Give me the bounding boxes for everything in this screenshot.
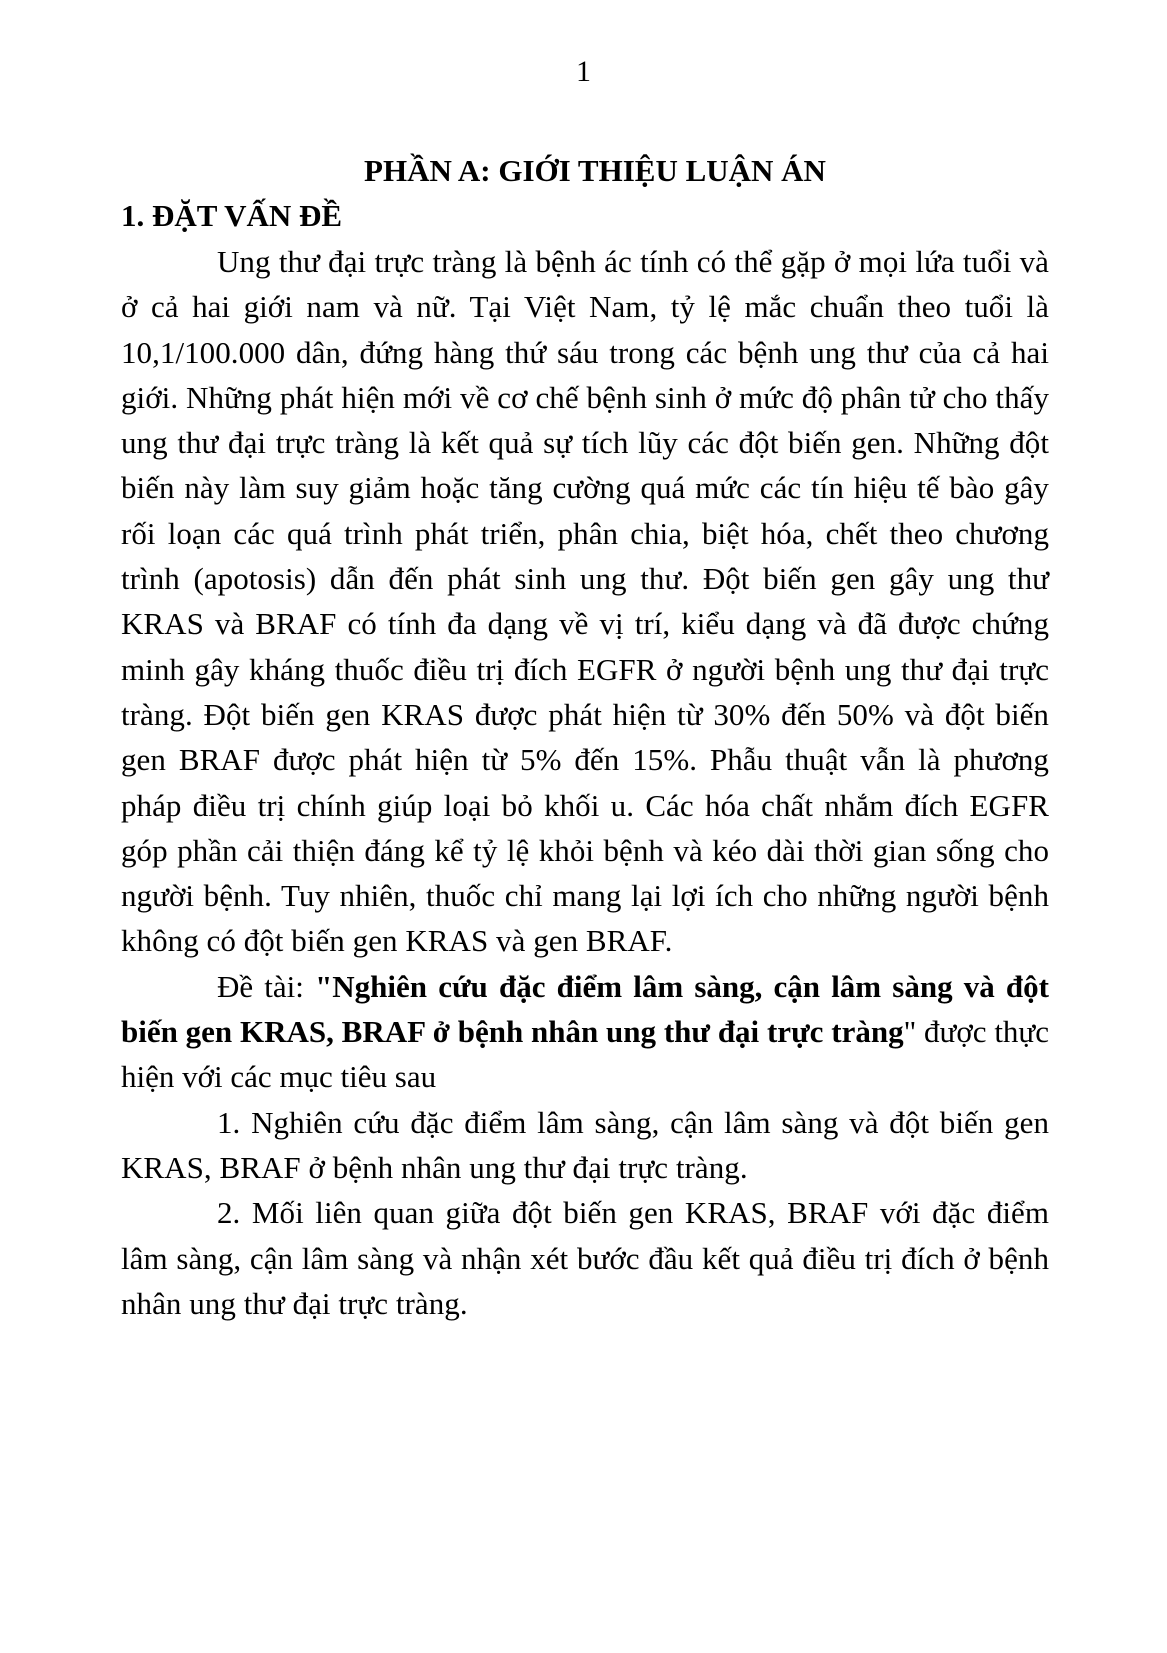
page-content — [121, 149, 1049, 1326]
topic-prefix: Đề tài: — [217, 968, 316, 1004]
page-number: 1 — [576, 55, 591, 88]
intro-paragraph: Ung thư đại trực tràng là bệnh ác tính có thể gặp ở mọi lứa tuổi và ở cả hai giới nam và nữ. Tại Việt Nam, tỷ lệ mắc chuẩn theo tuổi là 10,1/100.000 dân, đứng hàng thứ sáu trong các bệnh ung thư của cả hai giới. Những phát hiện mới về cơ chế bệnh sinh ở mức độ phân tử cho thấy ung thư đại trực tràng là kết quả sự tích lũy các đột biến gen. Những đột biến này làm suy giảm hoặc tăng cường quá mức các tín hiệu tế bào gây rối loạn các quá trình phát triển, phân chia, biệt hóa, chết theo chương trình (apotosis) dẫn đến phát sinh ung thư. Đột biến gen gây ung thư KRAS và BRAF có tính đa dạng về vị trí, kiểu dạng và đã được chứng minh gây kháng thuốc điều trị đích EGFR ở người bệnh ung thư đại trực tràng. Đột biến gen KRAS được phát hiện từ 30% đến 50% và đột biến gen BRAF được phát hiện từ 5% đến 15%. Phẫu thuật vẫn là phương pháp điều trị chính giúp loại bỏ khối u. Các hóa chất nhắm đích EGFR góp phần cải thiện đáng kể tỷ lệ khỏi bệnh và kéo dài thời gian sống cho người bệnh. Tuy nhiên, thuốc chỉ mang lại lợi ích cho những người bệnh không có đột biến gen KRAS và gen BRAF. — [121, 244, 1049, 959]
topic-paragraph — [121, 964, 1049, 1100]
topic-suffix: được thực hiện với các mục tiêu sau — [121, 1014, 1049, 1095]
objective-item: 1. Nghiên cứu đặc điểm lâm sàng, cận lâm sàng và đột biến gen KRAS, BRAF ở bệnh nhân ung thư đại trực tràng. — [121, 1104, 1049, 1185]
part-title: PHẦN A: GIỚI THIỆU LUẬN ÁN — [364, 153, 826, 188]
topic-closing-quote: " — [903, 1014, 917, 1050]
topic-title: "Nghiên cứu đặc điểm lâm sàng, cận lâm sàng và đột biến gen KRAS, BRAF ở bệnh nhân ung thư đại trực tràng — [121, 968, 1049, 1050]
objective-item: 2. Mối liên quan giữa đột biến gen KRAS, BRAF với đặc điểm lâm sàng, cận lâm sàng và nhận xét bước đầu kết quả điều trị đích ở bệnh nhân ung thư đại trực tràng. — [121, 1195, 1049, 1321]
section-heading: 1. ĐẶT VẤN ĐỀ — [121, 198, 343, 233]
